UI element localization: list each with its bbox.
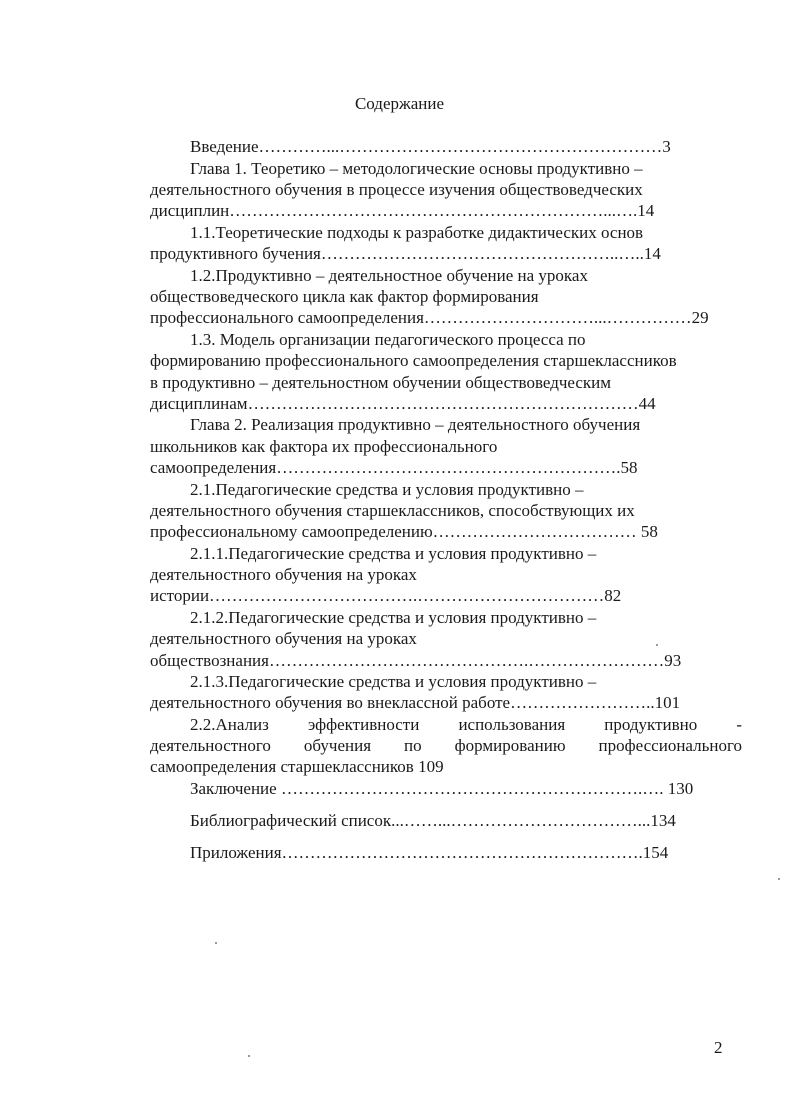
toc-line-section-1-3: дисциплинам……………………………………………………………44 (150, 394, 656, 413)
toc-line-section-2-1: профессиональному самоопределению……………………………… 58 (150, 522, 658, 541)
page-number: 2 (714, 1038, 723, 1057)
toc-line-conclusion: Заключение ……………………………………………………….…. 130 (190, 779, 694, 798)
toc-line-chapter2: самоопределения…………………………………………………….58 (150, 458, 638, 477)
page-title: Содержание (354, 94, 445, 113)
toc-line-intro: Введение…………...…………………………………………………3 (190, 137, 671, 156)
toc-line-section-1-1: 1.1.Теоретические подходы к разработке дидактических основ (190, 223, 644, 242)
toc-line-section-2-2: деятельностного обучения по формированию профессионального (150, 736, 742, 755)
toc-line-bibliography: Библиографический список...……...……………………………...134 (190, 811, 676, 830)
toc-line-section-2-1-2: деятельностного обучения на уроках (150, 629, 417, 648)
toc-line-section-1-2: обществоведческого цикла как фактор формирования (150, 287, 539, 306)
scan-speck (656, 644, 658, 646)
scan-speck (215, 942, 217, 944)
scan-speck (248, 1055, 250, 1057)
toc-line-chapter2: школьников как фактора их профессионального (150, 437, 498, 456)
toc-line-section-1-3: формированию профессионального самоопределения старшеклассников (150, 351, 677, 370)
toc-line-section-2-1: деятельностного обучения старшеклассников, способствующих их (150, 501, 635, 520)
scan-speck (778, 878, 780, 880)
toc-line-section-1-3: в продуктивно – деятельностном обучении обществоведческим (150, 373, 612, 392)
toc-line-section-1-2: 1.2.Продуктивно – деятельностное обучение на уроках (190, 266, 588, 285)
toc-line-section-2-2: самоопределения старшеклассников 109 (150, 757, 444, 776)
toc-line-section-2-1-3: 2.1.3.Педагогические средства и условия продуктивно – (190, 672, 597, 691)
toc-line-section-2-1-1: истории……………………………….……………………………82 (150, 586, 622, 605)
toc-line-section-2-1-1: деятельностного обучения на уроках (150, 565, 417, 584)
toc-line-section-2-1-1: 2.1.1.Педагогические средства и условия продуктивно – (190, 544, 597, 563)
toc-line-section-1-2: профессионального самоопределения…………………………...……………29 (150, 308, 709, 327)
toc-line-chapter2: Глава 2. Реализация продуктивно – деятельностного обучения (190, 415, 641, 434)
toc-line-chapter1: дисциплин…………………………………………………………...….14 (150, 201, 655, 220)
toc-line-section-1-3: 1.3. Модель организации педагогического процесса по (190, 330, 586, 349)
toc-line-section-2-1-2: 2.1.2.Педагогические средства и условия продуктивно – (190, 608, 597, 627)
toc-line-appendices: Приложения……………………………………………………….154 (190, 843, 669, 862)
toc-line-section-2-1: 2.1.Педагогические средства и условия продуктивно – (190, 480, 584, 499)
toc-line-chapter1: Глава 1. Теоретико – методологические основы продуктивно – (190, 159, 643, 178)
toc-line-section-2-2: 2.2.Анализ эффективности использования продуктивно - (190, 715, 742, 734)
toc-line-section-2-1-3: деятельностного обучения во внеклассной работе……………………..101 (150, 693, 681, 712)
toc-line-section-2-1-2: обществознания……………………………………….……………………93 (150, 651, 682, 670)
toc-line-section-1-1: продуктивного бучения……………………………………………..…..14 (150, 244, 661, 263)
toc-line-chapter1: деятельностного обучения в процессе изучения обществоведческих (150, 180, 643, 199)
